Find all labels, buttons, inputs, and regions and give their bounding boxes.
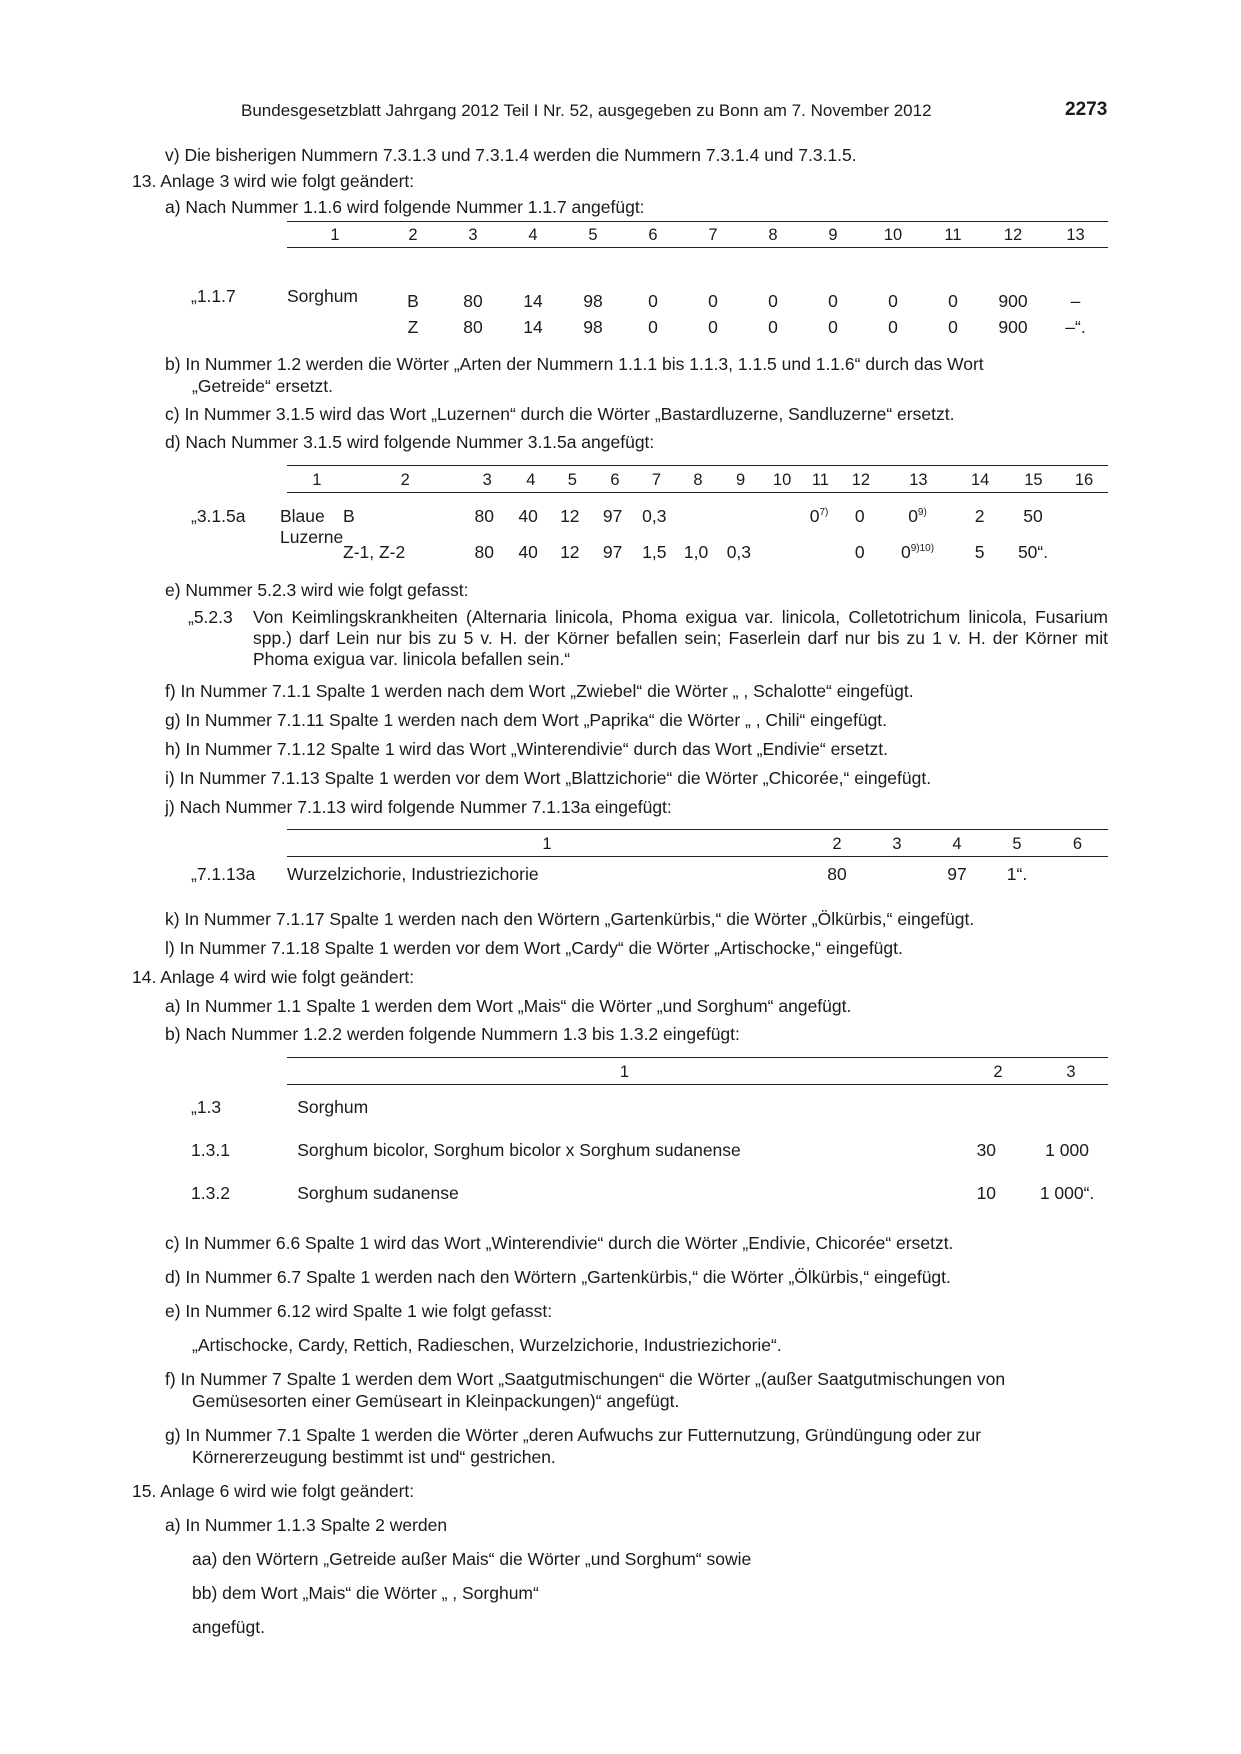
item-14e: e) In Nummer 6.12 wird Spalte 1 wie folgt gefasst: xyxy=(165,1301,553,1321)
table2-head: 6 xyxy=(610,471,620,489)
table1-cell: 0 xyxy=(768,291,778,311)
item-13j: j) Nach Nummer 7.1.13 wird folgende Nummer 7.1.13a eingefügt: xyxy=(165,797,672,817)
table1-head: 5 xyxy=(588,226,598,244)
table2-head: 5 xyxy=(567,471,577,489)
item-13g: g) In Nummer 7.1.11 Spalte 1 werden nach dem Wort „Paprika“ die Wörter „ , Chili“ eingefügt. xyxy=(165,710,888,730)
table3-head: 1 xyxy=(542,835,552,853)
table4-header xyxy=(287,1063,1108,1082)
running-header: Bundesgesetzblatt Jahrgang 2012 Teil I Nr. 52, ausgegeben zu Bonn am 7. November 2012 xyxy=(241,101,932,120)
table1-head: 4 xyxy=(528,226,538,244)
table1-head: 8 xyxy=(768,226,778,244)
table2-cell: 0 xyxy=(854,506,865,526)
table4-name: Sorghum xyxy=(297,1097,369,1117)
table2-body xyxy=(343,506,1108,563)
table3-top-rule xyxy=(287,829,1108,830)
table4-name: Sorghum sudanense xyxy=(297,1183,459,1203)
table2-head: 2 xyxy=(400,471,410,489)
table4-head: 3 xyxy=(1066,1063,1076,1081)
table1-cell: B xyxy=(407,291,419,311)
item-15a-end: angefügt. xyxy=(192,1617,265,1637)
table2-name1: Blaue xyxy=(280,506,325,526)
table3-cell: 1“. xyxy=(1006,864,1028,884)
table1-head: 12 xyxy=(1003,226,1023,244)
item-13h: h) In Nummer 7.1.12 Spalte 1 wird das Wort „Winterendivie“ durch das Wort „Endivie“ ersetzt. xyxy=(165,739,888,759)
table2-cell-value: 0 xyxy=(809,506,820,526)
table2-head: 10 xyxy=(772,471,792,489)
item-13i: i) In Nummer 7.1.13 Spalte 1 werden vor dem Wort „Blattzichorie“ die Wörter „Chicorée,“ eingefügt. xyxy=(165,768,932,788)
table3-cell xyxy=(1047,864,1108,885)
item-13b: b) In Nummer 1.2 werden die Wörter „Arten der Nummern 1.1.1 bis 1.1.3, 1.1.5 und 1.1.6“ durch das Wort xyxy=(165,354,984,374)
table1-head-rule xyxy=(287,247,1108,248)
table2-top-rule xyxy=(287,465,1108,466)
item-13e-number: „5.2.3 xyxy=(188,607,233,627)
table2-head: 4 xyxy=(526,471,536,489)
table2-cell: B xyxy=(343,506,355,526)
table2-cell: 5 xyxy=(974,542,985,562)
table2-cell: 0,3 xyxy=(726,542,752,562)
item-14b: b) Nach Nummer 1.2.2 werden folgende Nummern 1.3 bis 1.3.2 eingefügt: xyxy=(165,1024,740,1044)
table3-head: 6 xyxy=(1072,835,1083,853)
table2-cell xyxy=(1060,506,1108,542)
table2-cell: 2 xyxy=(974,506,985,526)
table1-cell: 0 xyxy=(708,317,718,337)
item-13k: k) In Nummer 7.1.17 Spalte 1 werden nach den Wörtern „Gartenkürbis,“ die Wörter „Ölkürbis,“ eingefügt. xyxy=(165,909,975,929)
item-14d: d) In Nummer 6.7 Spalte 1 werden nach den Wörtern „Gartenkürbis,“ die Wörter „Ölkürbis,“ eingefügt. xyxy=(165,1267,951,1287)
table1-cell: 0 xyxy=(828,317,838,337)
table2-header xyxy=(287,471,1108,490)
table2-cell-value: 0 xyxy=(900,542,911,562)
table2-cell: 80 xyxy=(474,542,494,562)
table4-top-rule xyxy=(287,1057,1108,1058)
table2-cell: 50 xyxy=(1023,506,1043,526)
item-13l: l) In Nummer 7.1.18 Spalte 1 werden vor dem Wort „Cardy“ die Wörter „Artischocke,“ eingefügt. xyxy=(165,938,903,958)
page-number: 2273 xyxy=(1065,99,1108,120)
table4-v3: 1 000“. xyxy=(1039,1183,1095,1203)
item-13d: d) Nach Nummer 3.1.5 wird folgende Nummer 3.1.5a angefügt: xyxy=(165,432,655,452)
table2-cell xyxy=(760,542,801,563)
table4-v2 xyxy=(946,1097,1026,1140)
table2-cell xyxy=(801,506,837,542)
table2-head-rule xyxy=(287,492,1108,493)
item-13b-cont: „Getreide“ ersetzt. xyxy=(192,376,334,396)
table4-body xyxy=(191,1097,1108,1204)
item-13e: e) Nummer 5.2.3 wird wie folgt gefasst: xyxy=(165,580,469,600)
table1-cell: 80 xyxy=(463,291,483,311)
item-14g: g) In Nummer 7.1 Spalte 1 werden die Wörter „deren Aufwuchs zur Futternutzung, Gründüngung oder zur xyxy=(165,1425,982,1445)
table2-head: 12 xyxy=(851,471,871,489)
table1-head: 2 xyxy=(408,226,418,244)
table1-cell: 0 xyxy=(828,291,838,311)
item-13a: a) Nach Nummer 1.1.6 wird folgende Nummer 1.1.7 angefügt: xyxy=(165,197,645,217)
item-13c: c) In Nummer 3.1.5 wird das Wort „Luzernen“ durch die Wörter „Bastardluzerne, Sandluzerne“ ersetzt. xyxy=(165,404,955,424)
table2-cell xyxy=(717,506,760,542)
table4-v2: 10 xyxy=(976,1183,997,1203)
table2-cell: 40 xyxy=(518,506,538,526)
footnote-ref: 9) xyxy=(917,507,927,519)
table2-name2: Luzerne xyxy=(280,527,344,547)
item-14e-quote: „Artischocke, Cardy, Rettich, Radieschen, Wurzelzichorie, Industriezichorie“. xyxy=(192,1335,782,1355)
item-14g-cont: Körnererzeugung bestimmt ist und“ gestrichen. xyxy=(192,1447,556,1467)
table1-head: 9 xyxy=(828,226,838,244)
table1-cell: 98 xyxy=(583,317,603,337)
table1-cell: 98 xyxy=(583,291,603,311)
table3-head: 2 xyxy=(832,835,842,853)
table4-head-rule xyxy=(287,1084,1108,1085)
table1-head: 11 xyxy=(944,226,962,244)
table2-head: 7 xyxy=(651,471,662,489)
table1-cell: 0 xyxy=(948,291,958,311)
table1-cell: 900 xyxy=(998,317,1028,337)
table1-cell: 14 xyxy=(523,291,543,311)
table4-num: 1.3.1 xyxy=(191,1140,230,1160)
table1-head: 7 xyxy=(708,226,718,244)
table1-cell: – xyxy=(1070,291,1081,311)
table1-body xyxy=(383,286,1108,338)
table2-cell: Z-1, Z-2 xyxy=(343,542,406,562)
item-v: v) Die bisherigen Nummern 7.3.1.3 und 7.3.1.4 werden die Nummern 7.3.1.4 und 7.3.1.5. xyxy=(165,145,857,165)
table2-cell xyxy=(801,542,837,563)
item-14f-cont: Gemüsesorten einer Gemüseart in Kleinpackungen)“ angefügt. xyxy=(192,1391,680,1411)
table2-cell: 97 xyxy=(602,506,623,526)
table1-cell: 0 xyxy=(888,317,898,337)
table1-head: 6 xyxy=(648,226,658,244)
table3-head: 5 xyxy=(1012,835,1022,853)
table2-cell xyxy=(882,542,953,563)
table1-head: 3 xyxy=(468,226,478,244)
table1-head: 13 xyxy=(1066,226,1085,244)
table1-head: 1 xyxy=(330,226,340,244)
table3-header xyxy=(287,835,1108,854)
table2-cell xyxy=(882,506,953,542)
table2-cell: 12 xyxy=(560,542,580,562)
table1-cell: 0 xyxy=(948,317,958,337)
table3-head: 3 xyxy=(892,835,902,853)
table3-cell xyxy=(867,864,927,885)
table1-cell: 0 xyxy=(768,317,778,337)
item-15a: a) In Nummer 1.1.3 Spalte 2 werden xyxy=(165,1515,448,1535)
table2-cell: 1,0 xyxy=(683,542,709,562)
table2-cell xyxy=(1060,542,1108,563)
table2-label: „3.1.5a xyxy=(191,506,246,526)
table2-cell: 12 xyxy=(560,506,580,526)
table2-head: 9 xyxy=(735,471,746,489)
table2-cell: 80 xyxy=(474,506,494,526)
item-13f: f) In Nummer 7.1.1 Spalte 1 werden nach dem Wort „Zwiebel“ die Wörter „ , Schalotte“ eingefügt. xyxy=(165,681,914,701)
table3-body xyxy=(287,864,1108,885)
table3-label: „7.1.13a xyxy=(191,864,256,884)
table2-cell: 50“. xyxy=(1017,542,1049,562)
table1-label: „1.1.7 xyxy=(191,286,236,306)
table3-cell: 97 xyxy=(947,864,967,884)
table3-cell: 80 xyxy=(827,864,847,884)
table4-head: 2 xyxy=(993,1063,1003,1081)
table1-cell: 0 xyxy=(648,291,658,311)
table3-cell: Wurzelzichorie, Industriezichorie xyxy=(287,864,539,884)
table2-head: 14 xyxy=(970,471,990,489)
table2-cell xyxy=(760,506,801,542)
table2-head: 15 xyxy=(1024,471,1043,489)
table2-cell: 0 xyxy=(854,542,865,562)
table1-name: Sorghum xyxy=(287,286,359,306)
table4-v3: 1 000 xyxy=(1045,1140,1089,1160)
table-row xyxy=(191,1183,1108,1204)
table1-cell: 0 xyxy=(648,317,658,337)
item-15a-bb: bb) dem Wort „Mais“ die Wörter „ , Sorghum“ xyxy=(192,1583,539,1603)
table1-cell: Z xyxy=(407,317,419,337)
table4-v2: 30 xyxy=(976,1140,997,1160)
table-row xyxy=(191,1140,1108,1183)
table2-cell: 97 xyxy=(602,542,623,562)
table3-head-rule xyxy=(287,856,1108,857)
item-14f: f) In Nummer 7 Spalte 1 werden dem Wort „Saatgutmischungen“ die Wörter „(außer Saatgutmischungen von xyxy=(165,1369,1006,1389)
table3-head: 4 xyxy=(952,835,962,853)
item-15a-aa: aa) den Wörtern „Getreide außer Mais“ die Wörter „und Sorghum“ sowie xyxy=(192,1549,752,1569)
table1-head: 10 xyxy=(883,226,903,244)
table1-cell: 0 xyxy=(888,291,898,311)
table4-name: Sorghum bicolor, Sorghum bicolor x Sorghum sudanense xyxy=(297,1140,741,1160)
table1-cell: 900 xyxy=(998,291,1028,311)
table2-cell: 1,5 xyxy=(642,542,667,562)
footnote-ref: 9)10) xyxy=(910,543,935,555)
table2-head: 3 xyxy=(482,471,492,489)
table4-num: 1.3.2 xyxy=(191,1183,230,1203)
table-row xyxy=(191,1097,1108,1140)
table2-head: 8 xyxy=(693,471,703,489)
table4-head: 1 xyxy=(619,1063,630,1081)
item-14a: a) In Nummer 1.1 Spalte 1 werden dem Wort „Mais“ die Wörter „und Sorghum“ angefügt. xyxy=(165,996,852,1016)
table1-top-rule xyxy=(287,221,1108,222)
table2-cell: 40 xyxy=(518,542,538,562)
table2-head: 16 xyxy=(1074,471,1094,489)
section-15: 15. Anlage 6 wird wie folgt geändert: xyxy=(132,1481,415,1501)
table4-v3 xyxy=(1026,1097,1108,1140)
table2-head: 13 xyxy=(909,471,928,489)
item-14c: c) In Nummer 6.6 Spalte 1 wird das Wort „Winterendivie“ durch die Wörter „Endivie, Chicorée“ ersetzt. xyxy=(165,1233,954,1253)
table1-cell: 0 xyxy=(708,291,718,311)
table1-cell: 14 xyxy=(523,317,543,337)
table2-cell xyxy=(675,506,718,542)
table2-head: 11 xyxy=(811,471,829,489)
section-13: 13. Anlage 3 wird wie folgt geändert: xyxy=(132,171,415,191)
footnote-ref: 7) xyxy=(819,507,829,519)
item-13e-text: Von Keimlingskrankheiten (Alternaria linicola, Phoma exigua var. linicola, Colletotrichum linicola, Fusarium spp.) darf Lein nur bis zu 5 v. H. der Körner befallen sein; Faserlein darf nur bis zu 1 v. H. der Körner mit Phoma exigua var. linicola befallen sein.“ xyxy=(253,607,1108,669)
table2-head: 1 xyxy=(312,471,322,489)
table2-cell: 0,3 xyxy=(642,506,667,526)
table1-cell: 80 xyxy=(463,317,483,337)
table1-cell: –“. xyxy=(1065,317,1086,337)
table4-num: „1.3 xyxy=(191,1097,222,1117)
table2-cell-value: 0 xyxy=(908,506,918,526)
table1-header xyxy=(287,226,1108,245)
section-14: 14. Anlage 4 wird wie folgt geändert: xyxy=(132,967,415,987)
